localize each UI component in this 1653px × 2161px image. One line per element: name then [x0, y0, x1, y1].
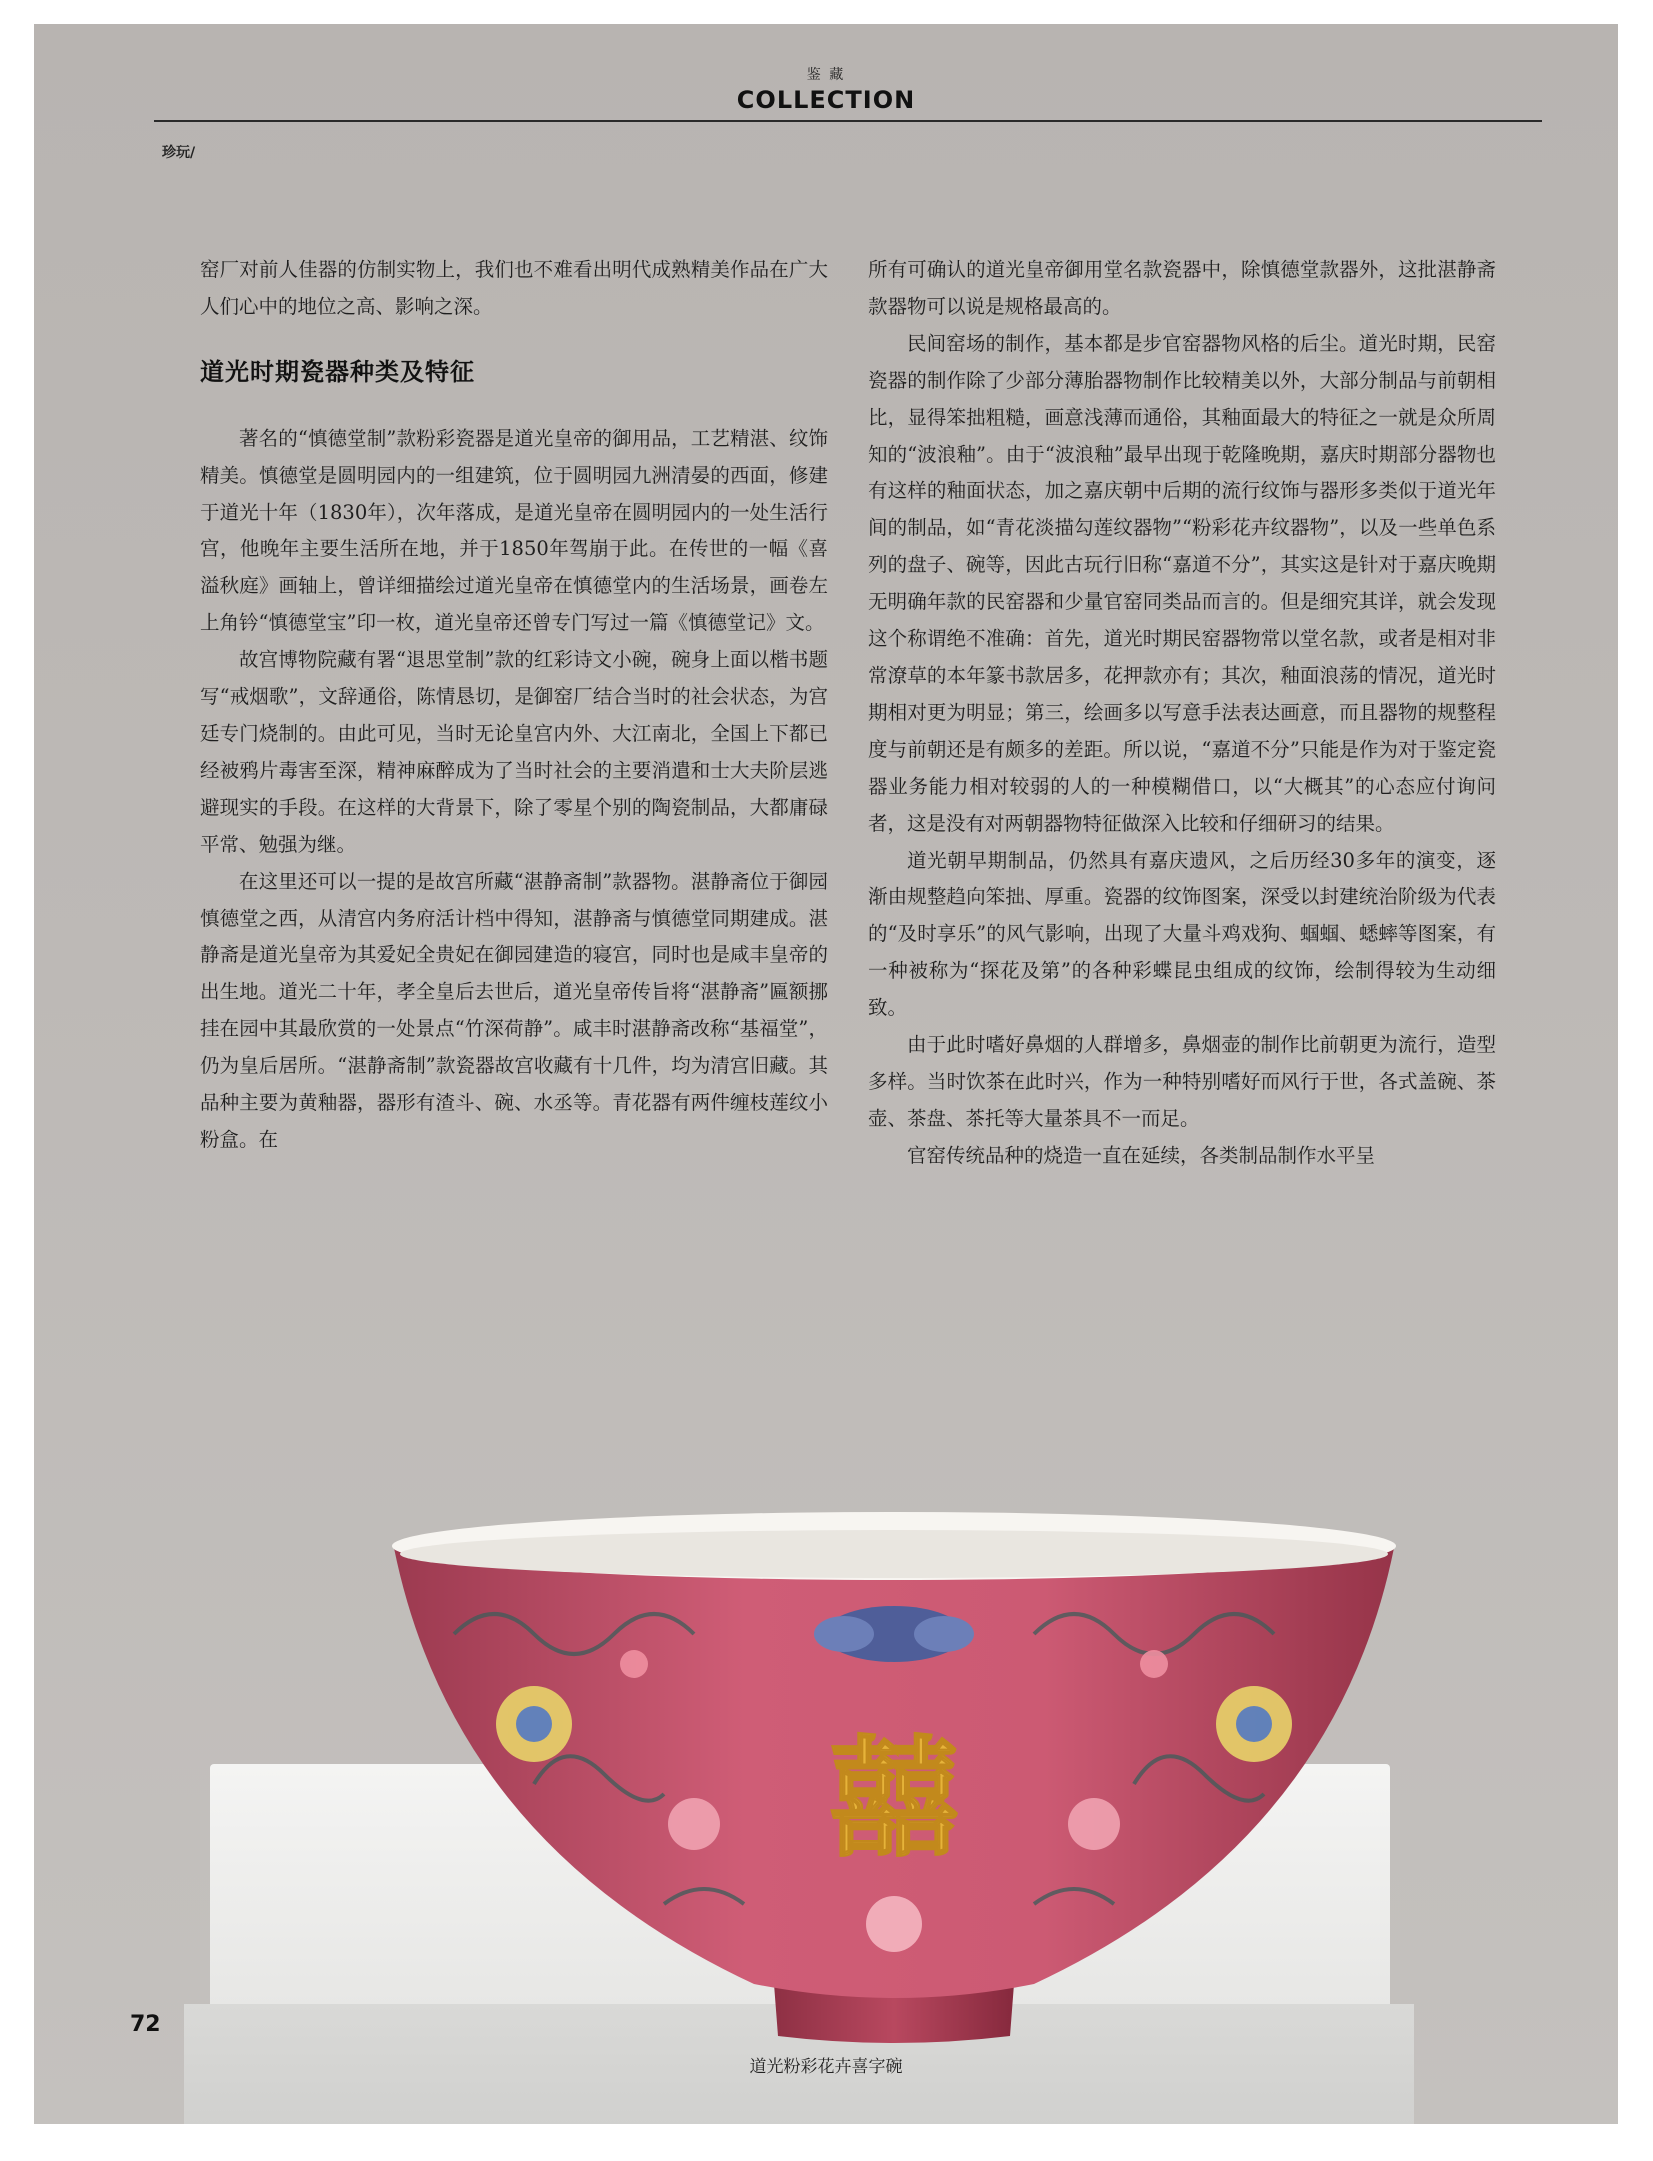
- section-heading: 道光时期瓷器种类及特征: [200, 357, 475, 386]
- paragraph: 窑厂对前人佳器的仿制实物上，我们也不难看出明代成熟精美作品在广大人们心中的地位之高、影响之深。: [200, 258, 828, 318]
- paragraph: 所有可确认的道光皇帝御用堂名款瓷器中，除慎德堂款器外，这批湛静斋款器物可以说是规格最高的。: [868, 258, 1496, 318]
- header-divider: [154, 120, 1542, 122]
- paragraph: 官窑传统品种的烧造一直在延续，各类制品制作水平呈: [907, 1143, 1376, 1167]
- paragraph: 著名的“慎德堂制”款粉彩瓷器是道光皇帝的御用品，工艺精湛、纹饰精美。慎德堂是圆明园内的一组建筑，位于圆明园九洲清晏的西面，修建于道光十年（1830年），次年落成，是道光皇帝在圆明园内的一处生活行宫，他晚年主要生活所在地，并于1850年驾崩于此。在传世的一幅《喜溢秋庭》画轴上，曾详细描绘过道光皇帝在慎德堂内的生活场景，画卷左上角钤“慎德堂宝”印一枚，道光皇帝还曾专门写过一篇《慎德堂记》文。: [200, 426, 828, 635]
- paragraph: 道光朝早期制品，仍然具有嘉庆遗风，之后历经30多年的演变，逐渐由规整趋向笨拙、厚重。瓷器的纹饰图案，深受以封建统治阶级为代表的“及时享乐”的风气影响，出现了大量斗鸡戏狗、蝈蝈、蟋蟀等图案，有一种被称为“探花及第”的各种彩蝶昆虫组成的纹饰，绘制得较为生动细致。: [868, 848, 1496, 1020]
- famille-rose-bowl-illustration: [334, 1484, 1454, 2084]
- bowl-photo: [34, 1484, 1618, 2124]
- magazine-page: [34, 24, 1618, 2124]
- paragraph: 在这里还可以一提的是故宫所藏“湛静斋制”款器物。湛静斋位于御园慎德堂之西，从清宫内务府活计档中得知，湛静斋与慎德堂同期建成。湛静斋是道光皇帝为其爱妃全贵妃在御园建造的寝宫，同时也是咸丰皇帝的出生地。道光二十年，孝全皇后去世后，道光皇帝传旨将“湛静斋”匾额挪挂在园中其最欣赏的一处景点“竹深荷静”。咸丰时湛静斋改称“基福堂”，仍为皇后居所。“湛静斋制”款瓷器故宫收藏有十几件，均为清宫旧藏。其品种主要为黄釉器，器形有渣斗、碗、水丞等。青花器有两件缠枝莲纹小粉盒。在: [200, 869, 828, 1151]
- page-number: 72: [130, 2012, 161, 2037]
- paragraph: 故宫博物院藏有署“退思堂制”款的红彩诗文小碗，碗身上面以楷书题写“戒烟歌”，文辞通俗，陈情恳切，是御窑厂结合当时的社会状态，为宫廷专门烧制的。由此可见，当时无论皇宫内外、大江南北，全国上下都已经被鸦片毒害至深，精神麻醉成为了当时社会的主要消遣和士大夫阶层逃避现实的手段。在这样的大背景下，除了零星个别的陶瓷制品，大都庸碌平常、勉强为继。: [200, 648, 828, 856]
- right-column: [868, 252, 1496, 1175]
- paragraph: 由于此时嗜好鼻烟的人群增多，鼻烟壶的制作比前朝更为流行，造型多样。当时饮茶在此时兴，作为一种特别嗜好而风行于世，各式盖碗、茶壶、茶盘、茶托等大量茶具不一而足。: [868, 1033, 1496, 1130]
- paragraph: 民间窑场的制作，基本都是步官窑器物风格的后尘。道光时期，民窑瓷器的制作除了少部分薄胎器物制作比较精美以外，大部分制品与前朝相比，显得笨拙粗糙，画意浅薄而通俗，其釉面最大的特征之一就是众所周知的“波浪釉”。由于“波浪釉”最早出现于乾隆晚期，嘉庆时期部分器物也有这样的釉面状态，加之嘉庆朝中后期的流行纹饰与器形多类似于道光年间的制品，如“青花淡描勾莲纹器物”“粉彩花卉纹器物”，以及一些单色系列的盘子、碗等，因此古玩行旧称“嘉道不分”，其实这是针对于嘉庆晚期无明确年款的民窑器和少量官窑同类品而言的。但是细究其详，就会发现这个称谓绝不准确：首先，道光时期民窑器物常以堂名款，或者是相对非常潦草的本年篆书款居多，花押款亦有；其次，釉面浪荡的情况，道光时期相对更为明显；第三，绘画多以写意手法表达画意，而且器物的规整程度与前朝还是有颇多的差距。所以说，“嘉道不分”只能是作为对于鉴定瓷器业务能力相对较弱的人的一种模糊借口，以“大概其”的心态应付询问者，这是没有对两朝器物特征做深入比较和仔细研习的结果。: [868, 331, 1496, 835]
- double-happiness-mark: 囍: [828, 1722, 960, 1875]
- left-column: [200, 252, 828, 1159]
- header-kicker: 鉴 藏: [806, 67, 846, 83]
- header-title: COLLECTION: [736, 86, 916, 114]
- section-tag: 珍玩/: [162, 145, 196, 161]
- photo-caption: 道光粉彩花卉喜字碗: [749, 2057, 903, 2077]
